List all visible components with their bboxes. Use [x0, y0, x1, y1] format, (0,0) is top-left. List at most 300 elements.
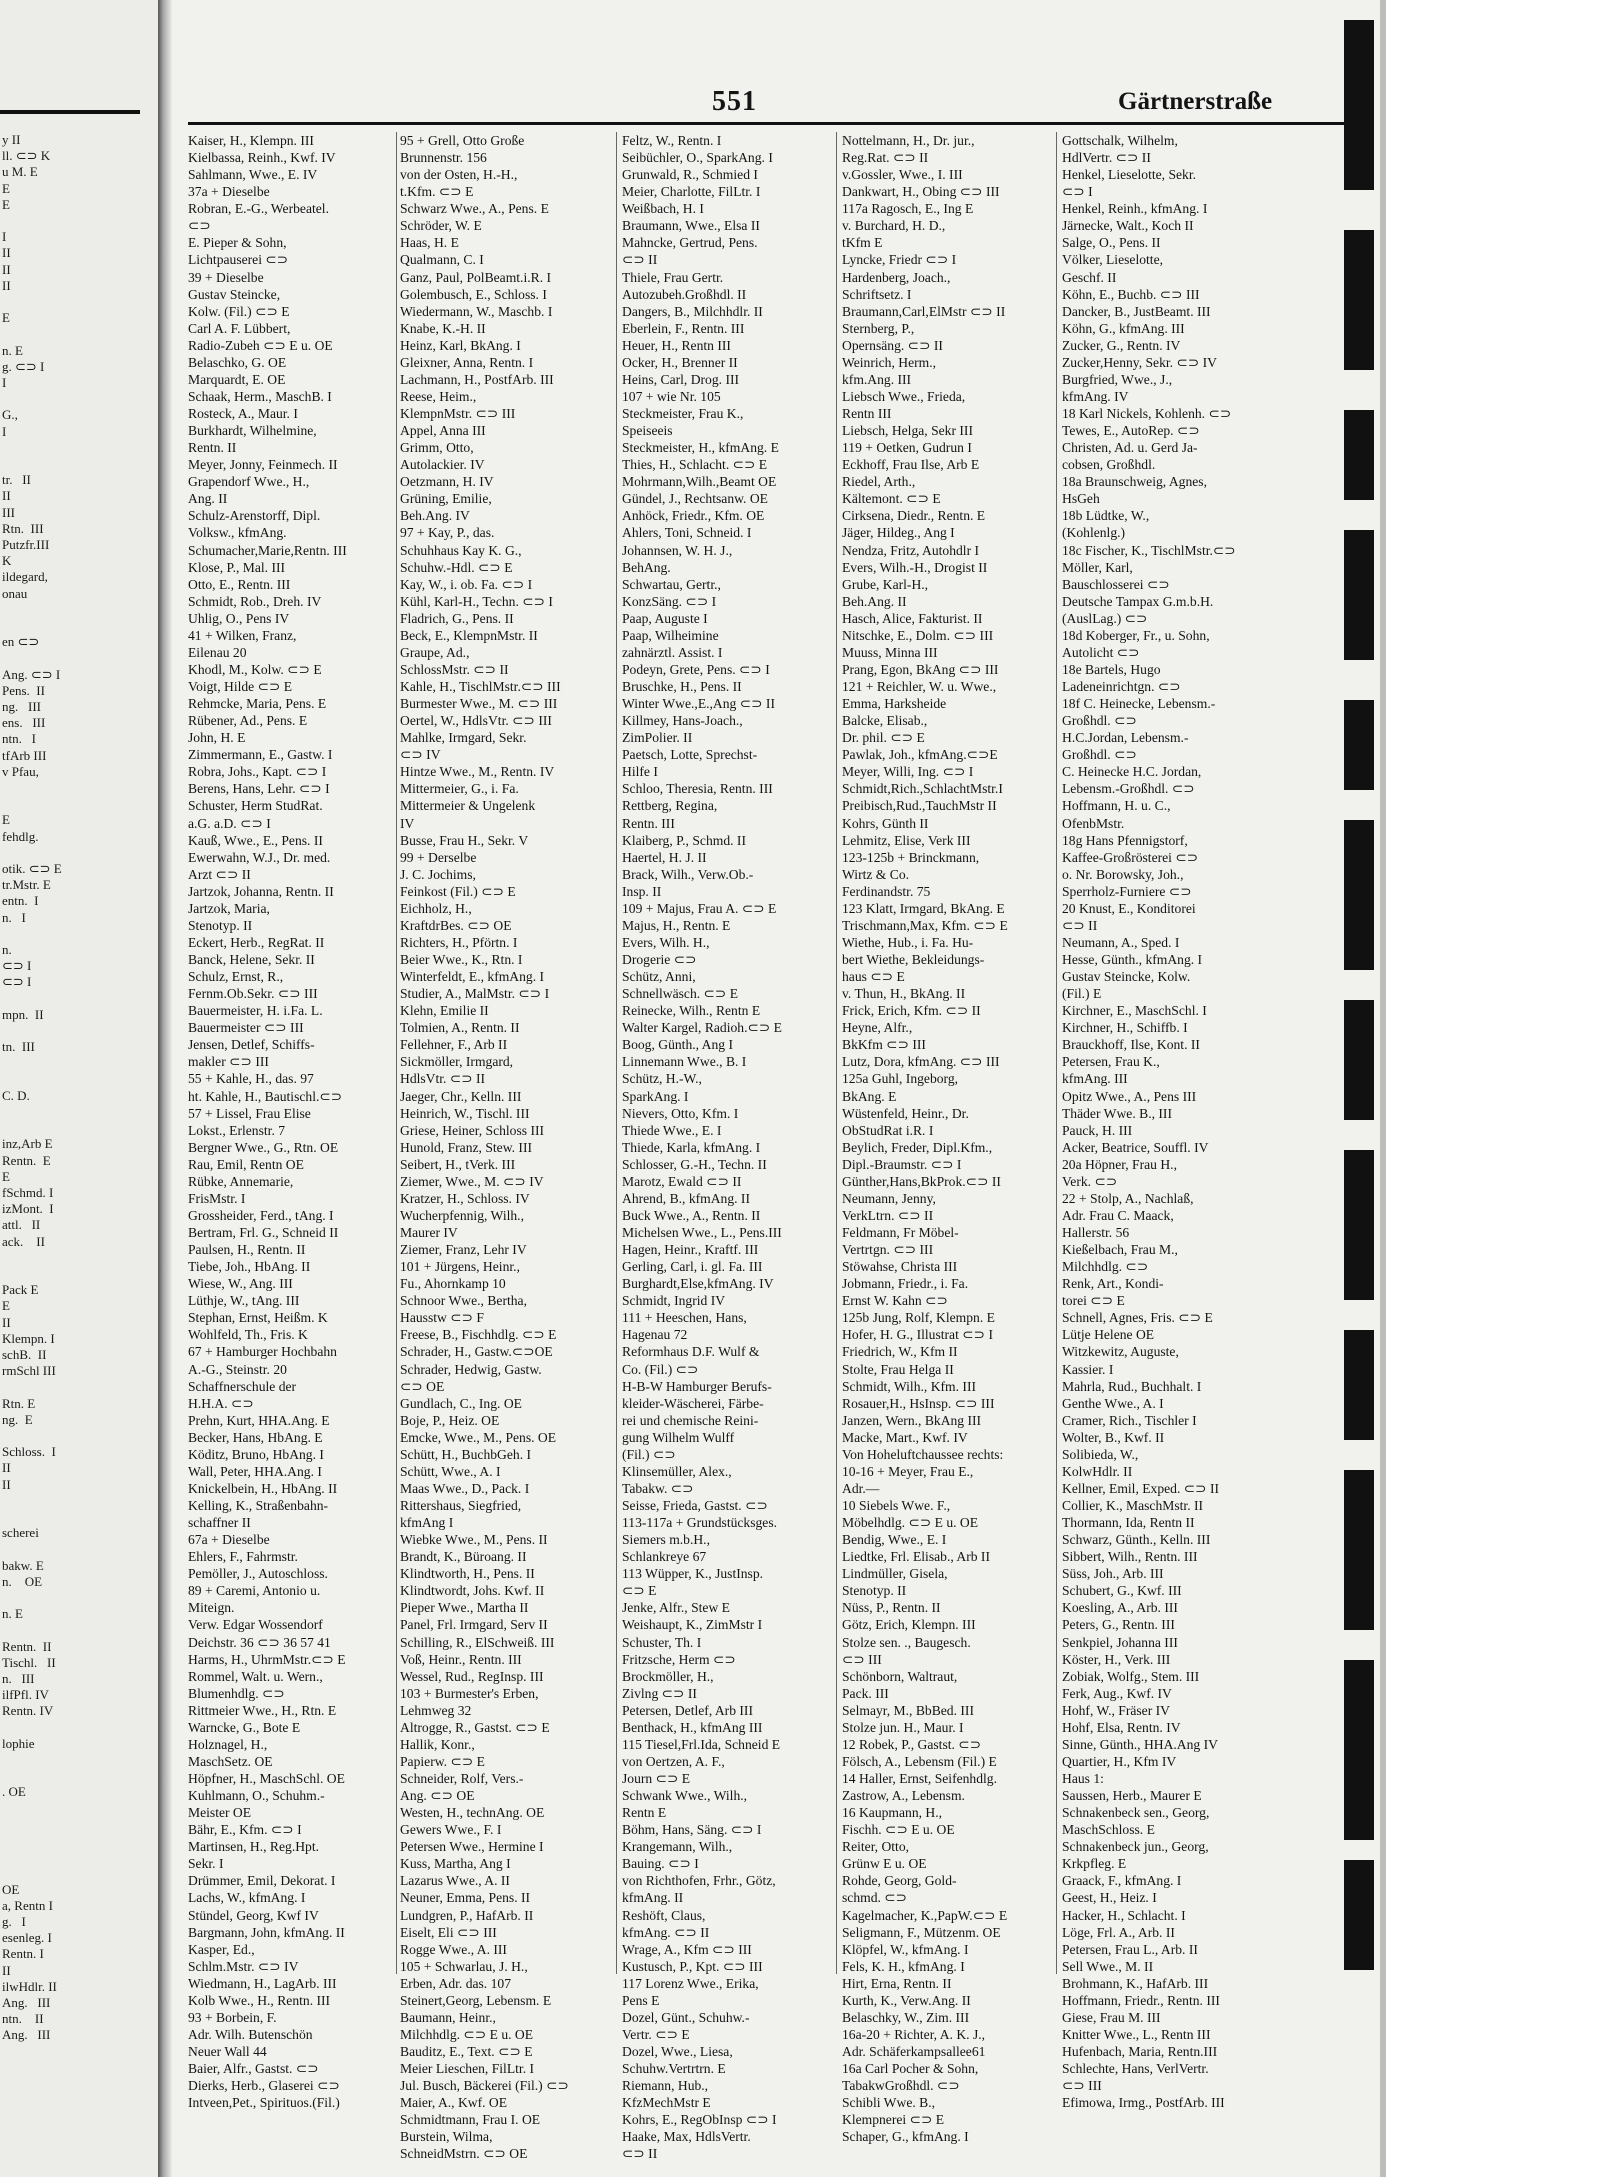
- directory-entry-line: Jenke, Alfr., Stew E: [622, 1600, 730, 1616]
- directory-entry-line: kfmAng. III: [1062, 1071, 1128, 1087]
- directory-entry-line: Neuer Wall 44: [188, 2044, 267, 2059]
- directory-entry-line: Pack. III: [842, 1685, 889, 1701]
- directory-entry-line: Rehmcke, Maria, Pens. E: [188, 696, 327, 712]
- facing-page-fragment: ntn. I: [2, 731, 36, 747]
- directory-entry-line: Kühl, Karl-H., Techn. ⊂⊃ I: [400, 593, 553, 609]
- directory-entry-line: Rommel, Walt. u. Wern.,: [188, 1668, 323, 1684]
- directory-entry-line: Weißbach, H. I: [622, 201, 704, 217]
- directory-entry-line: 18b Lüdtke, W.,: [1062, 508, 1150, 524]
- facing-page-fragment: inz,Arb E: [2, 1136, 53, 1152]
- directory-entry-line: Grapendorf Wwe., H.,: [188, 474, 310, 490]
- directory-entry-line: Griese, Heiner, Schloss III: [400, 1122, 545, 1138]
- directory-entry-line: J. C. Jochims,: [400, 866, 476, 882]
- directory-entry-line: Geschf. II: [1062, 269, 1117, 285]
- facing-page-fragment: v Pfau,: [2, 763, 39, 779]
- directory-entry-line: Sinne, Günth., HHA.Ang IV: [1062, 1736, 1218, 1752]
- directory-entry-line: Kolw. (Fil.) ⊂⊃ E: [188, 303, 290, 319]
- directory-entry-line: Cramer, Rich., Tischler I: [1062, 1412, 1197, 1428]
- directory-entry-line: v. Thun, H., BkAng. II: [842, 986, 966, 1002]
- directory-entry-line: Schwarz, Günth., Kelln. III: [1062, 1532, 1211, 1548]
- directory-entry-line: Kurth, K., Verw.Ang. II: [842, 1992, 971, 2008]
- directory-entry-line: Hardenberg, Joach.,: [842, 269, 951, 285]
- facing-page-fragment: n. OE: [2, 1573, 43, 1589]
- directory-entry-line: Lachs, W., kfmAng. I: [188, 1890, 306, 1906]
- directory-entry-line: Warncke, G., Bote E: [188, 1719, 301, 1735]
- column-divider: [616, 132, 617, 1974]
- directory-entry-line: Ewerwahn, W.J., Dr. med.: [188, 849, 331, 865]
- directory-entry-line: Trischmann,Max, Kfm. ⊂⊃ E: [842, 917, 1008, 933]
- directory-entry-line: TabakwGroßhdl. ⊂⊃: [842, 2078, 960, 2094]
- directory-entry-line: Eilenau 20: [188, 644, 247, 660]
- directory-entry-line: Grünw E u. OE: [842, 1856, 927, 1872]
- directory-entry-line: Tolmien, A., Rentn. II: [400, 1020, 520, 1036]
- directory-entry-line: Hohf, Elsa, Rentn. IV: [1062, 1719, 1181, 1735]
- directory-entry-line: torei ⊂⊃ E: [1062, 1293, 1125, 1309]
- directory-entry-line: Fels, K. H., kfmAng. I: [842, 1958, 965, 1974]
- directory-entry-line: Wohlfeld, Th., Fris. K: [188, 1327, 308, 1343]
- directory-entry-line: Stöwahse, Christa III: [842, 1259, 958, 1275]
- directory-entry-line: Beh.Ang. II: [842, 593, 907, 609]
- directory-entry-line: Jartzok, Johanna, Rentn. II: [188, 883, 334, 899]
- directory-entry-line: Friedrich, W., Kfm II: [842, 1344, 958, 1360]
- directory-entry-line: Knickelbein, H., HbAng. II: [188, 1480, 338, 1496]
- facing-page-fragment: ilwHdlr. II: [2, 1978, 57, 1994]
- directory-entry-line: Schwartau, Gertr.,: [622, 576, 721, 592]
- directory-entry-line: Rettberg, Regina,: [622, 798, 718, 814]
- directory-entry-line: Kay, W., i. ob. Fa. ⊂⊃ I: [400, 576, 533, 592]
- directory-entry-line: Mohrmann,Wilh.,Beamt OE: [622, 474, 777, 490]
- directory-entry-line: Linnemann Wwe., B. I: [622, 1054, 747, 1070]
- facing-page-fragment: Rtn. III: [2, 520, 44, 536]
- directory-entry-line: Burmester Wwe., M. ⊂⊃ III: [400, 696, 558, 712]
- directory-entry-line: Frick, Erich, Kfm. ⊂⊃ II: [842, 1003, 981, 1019]
- directory-entry-line: BehAng.: [622, 559, 671, 575]
- directory-entry-line: Bauschlosserei ⊂⊃: [1062, 576, 1170, 592]
- directory-entry-line: Rübke, Annemarie,: [188, 1173, 294, 1189]
- directory-entry-line: Hintze Wwe., M., Rentn. IV: [400, 764, 555, 780]
- directory-entry-line: Siemers m.b.H.,: [622, 1532, 710, 1548]
- directory-entry-line: Mahlke, Irmgard, Sekr.: [400, 730, 527, 746]
- directory-entry-line: KolwHdlr. II: [1062, 1463, 1133, 1479]
- directory-entry-line: Bauermeister ⊂⊃ III: [188, 1020, 304, 1036]
- directory-entry-line: Schrader, Hedwig, Gastw.: [400, 1361, 542, 1377]
- facing-page-fragment: ng. III: [2, 699, 41, 714]
- directory-entry-line: Seisse, Frieda, Gastst. ⊂⊃: [622, 1498, 768, 1513]
- directory-entry-line: Lyncke, Friedr ⊂⊃ I: [842, 252, 957, 268]
- directory-entry-line: Riedel, Arth.,: [842, 474, 916, 490]
- directory-entry-line: Baumann, Heinr.,: [400, 2009, 496, 2025]
- directory-entry-line: 10 Siebels Wwe. F.,: [842, 1498, 951, 1513]
- directory-entry-line: Lüthje, W., tAng. III: [188, 1293, 300, 1309]
- directory-entry-line: Löge, Frl. A., Arb. II: [1062, 1924, 1175, 1940]
- directory-entry-line: Jobmann, Friedr., i. Fa.: [842, 1276, 969, 1292]
- directory-entry-line: Dozel, Günt., Schuhw.-: [622, 2009, 750, 2025]
- directory-entry-line: Bargmann, John, kfmAng. II: [188, 1924, 345, 1940]
- directory-entry-line: Genthe Wwe., A. I: [1062, 1395, 1164, 1411]
- directory-entry-line: Senkpiel, Johanna III: [1062, 1634, 1178, 1650]
- directory-entry-line: ZimPolier. II: [622, 730, 693, 746]
- directory-entry-line: o. Nr. Borowsky, Joh.,: [1062, 866, 1184, 882]
- directory-entry-line: Rübener, Ad., Pens. E: [188, 713, 308, 729]
- facing-page-fragment: lophie: [2, 1735, 35, 1751]
- directory-entry-line: Altrogge, R., Gastst. ⊂⊃ E: [400, 1719, 550, 1735]
- directory-entry-line: Rosauer,H., HsInsp. ⊂⊃ III: [842, 1395, 995, 1411]
- directory-entry-line: kfmAng. ⊂⊃ II: [622, 1924, 710, 1940]
- directory-entry-line: Thiede Wwe., E. I: [622, 1122, 722, 1138]
- directory-entry-line: 97 + Kay, P., das.: [400, 525, 495, 541]
- directory-entry-line: Petersen, Frau L., Arb. II: [1062, 1941, 1198, 1957]
- facing-page-fragment: Ang. III: [2, 2027, 51, 2043]
- directory-entry-line: Wessel, Rud., RegInsp. III: [400, 1668, 544, 1684]
- directory-entry-line: Pieper Wwe., Martha II: [400, 1600, 529, 1616]
- directory-entry-line: Beck, E., KlempnMstr. II: [400, 627, 538, 643]
- directory-entry-line: Kellner, Emil, Exped. ⊂⊃ II: [1062, 1480, 1219, 1496]
- directory-entry-line: Eckert, Herb., RegRat. II: [188, 934, 325, 950]
- facing-page-fragment: ildegard,: [2, 569, 48, 585]
- column-divider: [836, 132, 837, 1974]
- directory-entry-line: Fritzsche, Herm ⊂⊃: [622, 1651, 736, 1667]
- directory-entry-line: Großhdl. ⊂⊃: [1062, 713, 1137, 729]
- directory-entry-line: bert Wiethe, Bekleidungs-: [842, 952, 985, 967]
- directory-entry-line: t.Kfm. ⊂⊃ E: [400, 184, 474, 200]
- directory-entry-line: Kaffee-Großrösterei ⊂⊃: [1062, 849, 1199, 865]
- directory-entry-line: Lazarus Wwe., A. II: [400, 1873, 510, 1889]
- facing-page-fragment: rmSchl III: [2, 1363, 56, 1379]
- directory-entry-line: Schulz, Ernst, R.,: [188, 969, 284, 985]
- directory-entry-line: Neumann, A., Sped. I: [1062, 934, 1180, 950]
- directory-entry-line: Seibüchler, O., SparkAng. I: [622, 150, 773, 166]
- directory-entry-line: BkAng. E: [842, 1088, 897, 1104]
- directory-entry-line: Ferdinandstr. 75: [842, 883, 931, 899]
- facing-page-fragment: I: [2, 375, 7, 390]
- facing-page-fragment: g. I: [2, 1914, 26, 1929]
- directory-entry-line: Adr. Wilh. Butenschön: [188, 2026, 313, 2042]
- facing-page-fragment: n. III: [2, 1671, 35, 1686]
- directory-entry-line: Ocker, H., Brenner II: [622, 354, 738, 370]
- facing-page-fragment: ng. E: [2, 1411, 33, 1427]
- directory-column-5: [1062, 132, 1276, 2111]
- directory-entry-line: 123-125b + Brinckmann,: [842, 849, 980, 865]
- directory-entry-line: Hallik, Konr.,: [400, 1736, 475, 1752]
- facing-page-fragment: ens. III: [2, 715, 46, 731]
- directory-entry-line: Zucker, G., Rentn. IV: [1062, 337, 1181, 353]
- facing-page-fragment: onau: [2, 585, 28, 601]
- directory-entry-line: Tewes, E., AutoRep. ⊂⊃: [1062, 423, 1200, 439]
- directory-entry-line: Stolze sen. ., Baugesch.: [842, 1634, 971, 1650]
- directory-entry-line: Bendig, Wwe., E. I: [842, 1532, 947, 1548]
- directory-entry-line: Kasper, Ed.,: [188, 1941, 255, 1957]
- directory-entry-line: Zucker,Henny, Sekr. ⊂⊃ IV: [1062, 354, 1217, 370]
- directory-entry-line: Mahrla, Rud., Buchhalt. I: [1062, 1378, 1202, 1394]
- directory-entry-line: Robra, Johs., Kapt. ⊂⊃ I: [188, 764, 327, 780]
- directory-entry-line: 99 + Derselbe: [400, 849, 477, 865]
- directory-entry-line: Lütje Helene OE: [1062, 1327, 1155, 1343]
- directory-entry-line: Meyer, Willi, Ing. ⊂⊃ I: [842, 764, 974, 780]
- directory-entry-line: Verk. ⊂⊃: [1062, 1173, 1118, 1189]
- directory-entry-line: Maas Wwe., D., Pack. I: [400, 1480, 530, 1496]
- directory-entry-line: Thiele, Frau Gertr.: [622, 269, 724, 285]
- directory-entry-line: Schnell, Agnes, Fris. ⊂⊃ E: [1062, 1310, 1213, 1326]
- facing-page-fragment: schB. II: [2, 1347, 47, 1362]
- directory-entry-line: Gleixner, Anna, Rentn. I: [400, 354, 534, 370]
- directory-entry-line: Jaeger, Chr., Kelln. III: [400, 1088, 522, 1104]
- directory-entry-line: Vertrtgn. ⊂⊃ III: [842, 1242, 934, 1258]
- directory-entry-line: Haertel, H. J. II: [622, 849, 707, 865]
- directory-entry-line: tKfm E: [842, 235, 883, 251]
- directory-entry-line: kleider-Wäscherei, Färbe-: [622, 1395, 764, 1411]
- directory-entry-line: Winterfeldt, E., kfmAng. I: [400, 969, 545, 985]
- directory-entry-line: Kießelbach, Frau M.,: [1062, 1242, 1178, 1258]
- directory-entry-line: Schütz, Anni,: [622, 969, 696, 985]
- facing-page-fragment: K: [2, 553, 12, 569]
- directory-entry-line: Rosteck, A., Maur. I: [188, 406, 298, 421]
- thumb-index-marks: [1336, 0, 1380, 2177]
- directory-entry-line: Hirt, Erna, Rentn. II: [842, 1975, 952, 1991]
- directory-entry-line: (AuslLag.) ⊂⊃: [1062, 610, 1148, 626]
- directory-entry-line: Brauckhoff, Ilse, Kont. II: [1062, 1037, 1200, 1053]
- facing-page-fragment: II: [2, 1460, 11, 1476]
- facing-page-fragment: II: [2, 1962, 11, 1978]
- facing-page-fragment: C. D.: [2, 1087, 30, 1103]
- directory-entry-line: Schneider, Rolf, Vers.-: [400, 1771, 524, 1786]
- directory-entry-line: Burgfried, Wwe., J.,: [1062, 371, 1173, 387]
- directory-entry-line: Ganz, Paul, PolBeamt.i.R. I: [400, 269, 552, 285]
- directory-entry-line: Petersen, Detlef, Arb III: [622, 1702, 753, 1718]
- directory-entry-line: C. Heinecke H.C. Jordan,: [1062, 764, 1202, 780]
- directory-entry-line: Schuhw.-Hdl. ⊂⊃ E: [400, 559, 513, 575]
- facing-page-fragment: Putzfr.III: [2, 537, 50, 552]
- directory-entry-line: Stephan, Ernst, Heißm. K: [188, 1310, 328, 1326]
- directory-entry-line: Autozubeh.Großhdl. II: [622, 286, 747, 302]
- directory-entry-line: Hallerstr. 56: [1062, 1225, 1130, 1240]
- directory-entry-line: Heyne, Alfr.,: [842, 1020, 913, 1036]
- directory-entry-line: 37a + Dieselbe: [188, 184, 270, 200]
- directory-entry-line: Meyer, Jonny, Feinmech. II: [188, 457, 338, 473]
- directory-entry-line: Insp. II: [622, 883, 662, 899]
- directory-entry-line: Emcke, Wwe., M., Pens. OE: [400, 1429, 557, 1445]
- directory-entry-line: Schmidtmann, Frau I. OE: [400, 2112, 541, 2128]
- directory-entry-line: Lundgren, P., HafArb. II: [400, 1907, 534, 1923]
- directory-entry-line: Winter Wwe.,E.,Ang ⊂⊃ II: [622, 696, 775, 712]
- directory-entry-line: Sickmöller, Irmgard,: [400, 1054, 514, 1070]
- directory-entry-line: Kassier. I: [1062, 1361, 1114, 1377]
- directory-entry-line: Hesse, Günth., kfmAng. I: [1062, 952, 1203, 967]
- directory-entry-line: 105 + Schwarlau, J. H.,: [400, 1958, 528, 1974]
- directory-entry-line: Radio-Zubeh ⊂⊃ E u. OE: [188, 337, 333, 353]
- directory-entry-line: 95 + Grell, Otto Große: [400, 133, 525, 148]
- directory-entry-line: Liedtke, Frl. Elisab., Arb II: [842, 1549, 990, 1565]
- directory-entry-line: Qualmann, C. I: [400, 252, 484, 268]
- facing-page-fragment: OE: [2, 1881, 20, 1897]
- directory-entry-line: Mittermeier & Ungelenk: [400, 798, 536, 814]
- directory-entry-line: Paap, Auguste I: [622, 610, 708, 626]
- directory-entry-line: Dipl.-Braumstr. ⊂⊃ I: [842, 1156, 962, 1172]
- directory-entry-line: v.Gossler, Wwe., I. III: [842, 167, 963, 183]
- facing-page-fragment: Rentn. I: [2, 1946, 44, 1962]
- directory-entry-line: ⊂⊃ II: [622, 2146, 658, 2162]
- directory-entry-line: 67 + Hamburger Hochbahn: [188, 1344, 337, 1360]
- directory-entry-line: a.G. a.D. ⊂⊃ I: [188, 815, 271, 831]
- directory-entry-line: Gustav Steincke, Kolw.: [1062, 969, 1191, 985]
- directory-entry-line: gung Wilhelm Wulff: [622, 1429, 735, 1445]
- page-edge: [1380, 0, 1386, 2177]
- directory-entry-line: Majus, H., Rentn. E: [622, 917, 731, 933]
- directory-entry-line: (Kohlenlg.): [1062, 525, 1126, 541]
- directory-entry-line: Schnakenbeck jun., Georg,: [1062, 1839, 1209, 1855]
- directory-entry-line: Thäder Wwe. B., III: [1062, 1105, 1172, 1121]
- directory-entry-line: Kahle, H., TischlMstr.⊂⊃ III: [400, 679, 561, 694]
- directory-entry-line: Schriftsetz. I: [842, 286, 912, 302]
- directory-entry-line: 12 Robek, P., Gastst. ⊂⊃: [842, 1736, 982, 1752]
- directory-entry-line: Schuhw.Vertrtrn. E: [622, 2061, 726, 2077]
- directory-entry-line: Sibbert, Wilh., Rentn. III: [1062, 1549, 1198, 1565]
- directory-entry-line: A.-G., Steinstr. 20: [188, 1361, 287, 1377]
- directory-entry-line: Schnoor Wwe., Bertha,: [400, 1293, 527, 1309]
- directory-entry-line: Berens, Hans, Lehr. ⊂⊃ I: [188, 781, 330, 797]
- facing-page-fragment: izMont. I: [2, 1201, 54, 1217]
- facing-page-fragment: E: [2, 196, 10, 212]
- directory-entry-line: Köster, H., Verk. III: [1062, 1651, 1171, 1667]
- directory-entry-line: Bergner Wwe., G., Rtn. OE: [188, 1139, 339, 1155]
- directory-entry-line: 18c Fischer, K., TischlMstr.⊂⊃: [1062, 542, 1236, 558]
- directory-entry-line: Möller, Karl,: [1062, 559, 1133, 575]
- directory-entry-line: Pemöller, J., Autoschloss.: [188, 1566, 328, 1582]
- directory-entry-line: Sternberg, P.,: [842, 320, 915, 336]
- directory-entry-line: Autolicht ⊂⊃: [1062, 644, 1140, 660]
- directory-entry-line: Robran, E.-G., Werbeatel.: [188, 201, 329, 217]
- directory-entry-line: 125b Jung, Rolf, Klempn. E: [842, 1310, 995, 1326]
- facing-page-fragment: attl. II: [2, 1217, 41, 1233]
- directory-entry-line: Michelsen Wwe., L., Pens.III: [622, 1225, 782, 1240]
- directory-entry-line: Rogge Wwe., A. III: [400, 1941, 507, 1957]
- directory-entry-line: Mahncke, Gertrud, Pens.: [622, 235, 758, 251]
- directory-entry-line: Anhöck, Friedr., Kfm. OE: [622, 508, 765, 524]
- facing-page-fragment: Pack E: [2, 1282, 39, 1298]
- directory-entry-line: Benthack, H., kfmAng III: [622, 1719, 763, 1735]
- facing-page-fragment: Rtn. E: [2, 1395, 36, 1411]
- directory-entry-line: Schmidt, Ingrid IV: [622, 1293, 726, 1309]
- directory-entry-line: Busse, Frau H., Sekr. V: [400, 832, 529, 848]
- directory-entry-line: Evers, Wilh.-H., Drogist II: [842, 559, 988, 575]
- directory-entry-line: Hagen, Heinr., Kraftf. III: [622, 1242, 759, 1258]
- facing-page-fragment: n. E: [2, 1606, 23, 1622]
- directory-entry-line: Schönborn, Waltraut,: [842, 1668, 958, 1684]
- directory-entry-line: Stenotyp. II: [842, 1583, 907, 1599]
- directory-entry-line: Bähr, E., Kfm. ⊂⊃ I: [188, 1822, 302, 1838]
- directory-entry-line: Carl A. F. Lübbert,: [188, 320, 291, 336]
- directory-entry-line: Neumann, Jenny,: [842, 1190, 936, 1206]
- directory-entry-line: Reformhaus D.F. Wulf &: [622, 1344, 760, 1360]
- directory-entry-line: Hacker, H., Schlacht. I: [1062, 1907, 1186, 1923]
- directory-entry-line: Adr. Schäferkampsallee61: [842, 2044, 986, 2059]
- facing-page-fragment: n. I: [2, 909, 26, 925]
- page-number: 551: [712, 86, 757, 117]
- directory-entry-line: Efimowa, Irmg., PostfArb. III: [1062, 2095, 1225, 2111]
- directory-entry-line: Eichholz, H.,: [400, 900, 472, 916]
- facing-page-fragment: E: [2, 310, 10, 326]
- directory-entry-line: Lachmann, H., PostfArb. III: [400, 371, 554, 387]
- directory-entry-line: Brockmöller, H.,: [622, 1668, 714, 1684]
- directory-entry-line: Sahlmann, Wwe., E. IV: [188, 167, 318, 183]
- directory-entry-line: 117a Ragosch, E., Ing E: [842, 201, 974, 217]
- directory-entry-line: Verw. Edgar Wossendorf: [188, 1617, 323, 1633]
- directory-entry-line: Köhn, G., kfmAng. III: [1062, 320, 1185, 336]
- directory-entry-line: E. Pieper & Sohn,: [188, 235, 287, 251]
- directory-entry-line: Gottschalk, Wilhelm,: [1062, 133, 1178, 148]
- directory-entry-line: Petersen, Frau K.,: [1062, 1054, 1160, 1070]
- directory-entry-line: Bauermeister, H. i.Fa. L.: [188, 1003, 323, 1019]
- directory-entry-line: Studier, A., MalMstr. ⊂⊃ I: [400, 986, 550, 1002]
- directory-entry-line: Wiedmann, H., LagArb. III: [188, 1975, 337, 1991]
- directory-entry-line: Kelling, K., Straßenbahn-: [188, 1498, 329, 1513]
- directory-entry-line: Dozel, Wwe., Liesa,: [622, 2044, 733, 2059]
- facing-page-fragment: I: [2, 423, 7, 439]
- directory-entry-line: Ahlers, Toni, Schneid. I: [622, 525, 752, 541]
- directory-entry-line: Gewers Wwe., F. I: [400, 1822, 502, 1838]
- directory-entry-line: Seligmann, F., Mützenm. OE: [842, 1924, 1001, 1940]
- directory-entry-line: Schibli Wwe. B.,: [842, 2095, 936, 2111]
- directory-entry-line: v. Burchard, H. D.,: [842, 218, 946, 234]
- directory-entry-line: Kauß, Wwe., E., Pens. II: [188, 832, 323, 848]
- directory-entry-line: Preibisch,Rud.,TauchMstr II: [842, 798, 997, 814]
- directory-entry-line: cobsen, Großhdl.: [1062, 457, 1156, 473]
- facing-page-fragment: II: [2, 488, 11, 504]
- directory-entry-line: HdlsVtr. ⊂⊃ II: [400, 1071, 486, 1087]
- directory-entry-line: Hohf, W., Fräser IV: [1062, 1702, 1170, 1718]
- directory-entry-line: Jensen, Detlef, Schiffs-: [188, 1037, 315, 1053]
- directory-entry-line: Rohde, Georg, Gold-: [842, 1873, 957, 1889]
- directory-entry-line: Reshöft, Claus,: [622, 1907, 706, 1923]
- directory-entry-line: Meier Lieschen, FilLtr. I: [400, 2061, 535, 2077]
- directory-entry-line: Richters, H., Pförtn. I: [400, 934, 518, 950]
- directory-entry-line: Schaak, Herm., MaschB. I: [188, 388, 332, 404]
- directory-entry-line: Schlosser, G.-H., Techn. II: [622, 1156, 767, 1172]
- directory-entry-line: Schuhhaus Kay K. G.,: [400, 542, 522, 558]
- facing-page-fragment: tn. III: [2, 1039, 35, 1055]
- directory-entry-line: Journ ⊂⊃ E: [622, 1771, 691, 1786]
- directory-entry-line: Ziemer, Wwe., M. ⊂⊃ IV: [400, 1173, 544, 1189]
- directory-entry-line: Witzkewitz, Auguste,: [1062, 1344, 1179, 1360]
- directory-entry-line: Lichtpauserei ⊂⊃: [188, 252, 289, 268]
- directory-entry-line: Klehn, Emilie II: [400, 1003, 489, 1019]
- directory-entry-line: Prehn, Kurt, HHA.Ang. E: [188, 1412, 330, 1428]
- directory-entry-line: 111 + Heeschen, Hans,: [622, 1310, 747, 1326]
- directory-entry-line: Tabakw. ⊂⊃: [622, 1480, 694, 1496]
- directory-entry-line: Beier Wwe., K., Rtn. I: [400, 952, 523, 967]
- directory-entry-line: Zimmermann, E., Gastw. I: [188, 747, 333, 763]
- directory-entry-line: Boje, P., Heiz. OE: [400, 1412, 500, 1428]
- directory-entry-line: Hunold, Franz, Stew. III: [400, 1139, 533, 1155]
- directory-entry-line: 57 + Lissel, Frau Elise: [188, 1105, 311, 1121]
- directory-entry-line: 18d Koberger, Fr., u. Sohn,: [1062, 627, 1210, 643]
- directory-entry-line: HsGeh: [1062, 491, 1100, 507]
- directory-entry-line: Steckmeister, H., kfmAng. E: [622, 440, 779, 456]
- directory-entry-line: Blumenhdlg. ⊂⊃: [188, 1685, 285, 1701]
- directory-entry-line: Klose, P., Mal. III: [188, 559, 286, 575]
- facing-page-fragment: I: [2, 229, 7, 245]
- directory-entry-line: Dr. phil. ⊂⊃ E: [842, 730, 925, 746]
- facing-page-fragment: ilfPfl. IV: [2, 1687, 49, 1703]
- directory-entry-line: Kaiser, H., Klempn. III: [188, 133, 314, 148]
- directory-entry-line: Kolb Wwe., H., Rentn. III: [188, 1992, 331, 2008]
- facing-page-fragment: III: [2, 504, 15, 520]
- facing-page-fragment: otik. ⊂⊃ E: [2, 861, 62, 876]
- directory-entry-line: Bruschke, H., Pens. II: [622, 679, 742, 694]
- directory-entry-line: Weishaupt, K., ZimMstr I: [622, 1617, 763, 1633]
- directory-entry-line: Kustusch, P., Kpt. ⊂⊃ III: [622, 1958, 763, 1974]
- directory-entry-line: Schuster, Th. I: [622, 1634, 702, 1650]
- facing-page-fragment: E: [2, 812, 10, 828]
